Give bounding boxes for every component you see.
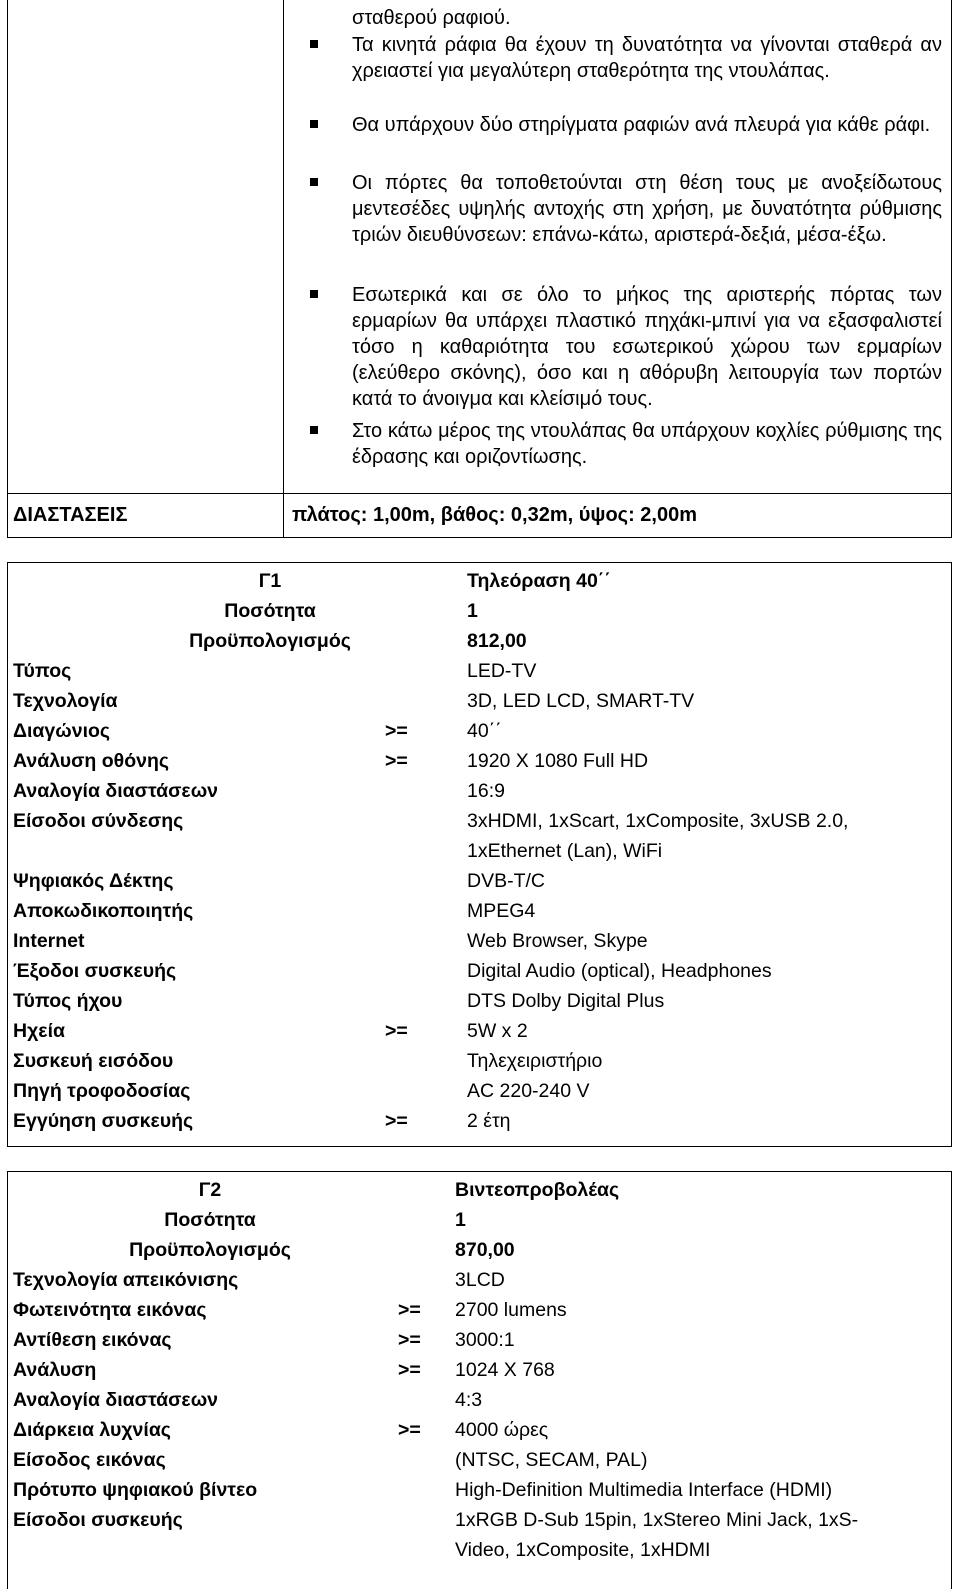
list-item: Οι πόρτες θα τοποθετούνται στη θέση τους με ανοξείδωτους μεντεσέδες υψηλής αντοχής στη χρήση, με δυνατότητα ρύθμισης τριών διευθύνσεων: επάνω-κάτω, αριστερά-δεξιά, μέσα-έξω. <box>352 172 942 246</box>
g2-budget-label: Προϋπολογισμός <box>129 1239 291 1261</box>
spec-label: Πρότυπο ψηφιακού βίντεο <box>13 1479 258 1501</box>
bullet-square-icon <box>310 290 318 298</box>
spec-label: Αποκωδικοποιητής <box>13 900 194 922</box>
dimensions-label: ΔΙΑΣΤΑΣΕΙΣ <box>13 504 128 526</box>
g1-budget-label: Προϋπολογισμός <box>189 630 351 652</box>
spec-value: 1920 X 1080 Full HD <box>467 750 649 772</box>
spec-value: LED-TV <box>467 660 537 682</box>
spec-value: 1xRGB D-Sub 15pin, 1xStereo Mini Jack, 1xS- <box>455 1509 859 1531</box>
spec-value: 16:9 <box>467 780 505 802</box>
spec-label: Τεχνολογία απεικόνισης <box>13 1269 239 1291</box>
list-item: Τα κινητά ράφια θα έχουν τη δυνατότητα να γίνονται σταθερά αν χρειαστεί για μεγαλύτερη σταθερότητα της ντουλάπας. <box>352 34 942 82</box>
spec-label: Συσκευή εισόδου <box>13 1050 174 1072</box>
spec-operator: >= <box>398 1359 421 1381</box>
spec-operator: >= <box>398 1299 421 1321</box>
spec-label: Διάρκεια λυχνίας <box>13 1419 171 1441</box>
spec-label: Αναλογία διαστάσεων <box>13 1389 219 1411</box>
bullet-square-icon <box>310 40 318 48</box>
bullet-square-icon <box>310 178 318 186</box>
list-item: Θα υπάρχουν δύο στηρίγματα ραφιών ανά πλευρά για κάθε ράφι. <box>352 114 931 136</box>
spec-label: Έξοδοι συσκευής <box>13 960 177 982</box>
spec-value-continued: 1xEthernet (Lan), WiFi <box>467 840 663 862</box>
g1-product-name: Τηλεόραση 40΄΄ <box>467 570 611 592</box>
spec-label: Τύπος <box>13 660 72 682</box>
spec-label: Αντίθεση εικόνας <box>13 1329 172 1351</box>
spec-label: Είσοδος εικόνας <box>13 1449 166 1471</box>
spec-label: Τύπος ήχου <box>13 990 123 1012</box>
g1-budget-value: 812,00 <box>467 630 527 652</box>
spec-value: 2700 lumens <box>455 1299 567 1321</box>
bullet-square-icon <box>310 120 318 128</box>
g2-budget-value: 870,00 <box>455 1239 515 1261</box>
spec-label: Εγγύηση συσκευής <box>13 1110 194 1132</box>
spec-label: Είσοδοι συσκευής <box>13 1509 183 1531</box>
list-item: Εσωτερικά και σε όλο το μήκος της αριστερής πόρτας των ερμαρίων θα υπάρχει πλαστικό πηχάκι-μπινί για να εξασφαλιστεί τόσο η καθαριότητα του εσωτερικού χώρου των ερμαρίων (ελεύθερο σκόνης), όσο και η αθόρυβη λειτουργία των πορτών κατά το άνοιγμα και κλείσιμό τους. <box>352 284 942 410</box>
spec-value: 3D, LED LCD, SMART-TV <box>467 690 695 712</box>
spec-operator: >= <box>385 750 408 772</box>
list-item: Στο κάτω μέρος της ντουλάπας θα υπάρχουν κοχλίες ρύθμισης της έδρασης και οριζοντίωσης. <box>352 420 942 468</box>
dimensions-value: πλάτος: 1,00m, βάθος: 0,32m, ύψος: 2,00m <box>292 504 697 526</box>
spec-label: Είσοδοι σύνδεσης <box>13 810 184 832</box>
spec-value: High-Definition Multimedia Interface (HDMI) <box>455 1479 833 1501</box>
spec-value: 3000:1 <box>455 1329 515 1351</box>
list-item: σταθερού ραφιού. <box>352 7 511 29</box>
g1-quantity-value: 1 <box>467 600 478 622</box>
spec-value: Web Browser, Skype <box>467 930 648 952</box>
spec-operator: >= <box>385 1110 408 1132</box>
spec-label: Ανάλυση οθόνης <box>13 750 170 772</box>
spec-operator: >= <box>398 1419 421 1441</box>
bullet-square-icon <box>310 426 318 434</box>
spec-operator: >= <box>385 1020 408 1042</box>
spec-label: Ηχεία <box>13 1020 65 1042</box>
g2-code: Γ2 <box>198 1179 222 1201</box>
spec-value: 3xHDMI, 1xScart, 1xComposite, 3xUSB 2.0, <box>467 810 849 832</box>
spec-value-continued: Video, 1xComposite, 1xHDMI <box>455 1539 711 1561</box>
spec-value: (NTSC, SECAM, PAL) <box>455 1449 648 1471</box>
spec-operator: >= <box>385 720 408 742</box>
spec-value: 4:3 <box>455 1389 483 1411</box>
spec-label: Πηγή τροφοδοσίας <box>13 1080 191 1102</box>
spec-label: Internet <box>13 930 85 952</box>
spec-label: Αναλογία διαστάσεων <box>13 780 219 802</box>
spec-value: Digital Audio (optical), Headphones <box>467 960 772 982</box>
spec-label: Διαγώνιος <box>13 720 111 742</box>
spec-label: Ψηφιακός Δέκτης <box>13 870 174 892</box>
spec-value: Τηλεχειριστήριο <box>467 1050 603 1072</box>
spec-value: 1024 X 768 <box>455 1359 555 1381</box>
spec-value: MPEG4 <box>467 900 536 922</box>
g1-code: Γ1 <box>258 570 282 592</box>
spec-value: 5W x 2 <box>467 1020 528 1042</box>
g1-quantity-label: Ποσότητα <box>224 600 316 622</box>
spec-label: Ανάλυση <box>13 1359 97 1381</box>
spec-label: Τεχνολογία <box>13 690 118 712</box>
spec-value: 2 έτη <box>467 1110 511 1132</box>
spec-value: 4000 ώρες <box>455 1419 549 1441</box>
g2-quantity-label: Ποσότητα <box>164 1209 256 1231</box>
g2-product-name: Βιντεοπροβολέας <box>455 1179 620 1201</box>
spec-operator: >= <box>398 1329 421 1351</box>
spec-value: 3LCD <box>455 1269 505 1291</box>
spec-label: Φωτεινότητα εικόνας <box>13 1299 207 1321</box>
spec-value: 40΄΄ <box>467 720 502 742</box>
spec-value: AC 220-240 V <box>467 1080 590 1102</box>
spec-value: DTS Dolby Digital Plus <box>467 990 665 1012</box>
spec-value: DVB-T/C <box>467 870 545 892</box>
g2-quantity-value: 1 <box>455 1209 466 1231</box>
